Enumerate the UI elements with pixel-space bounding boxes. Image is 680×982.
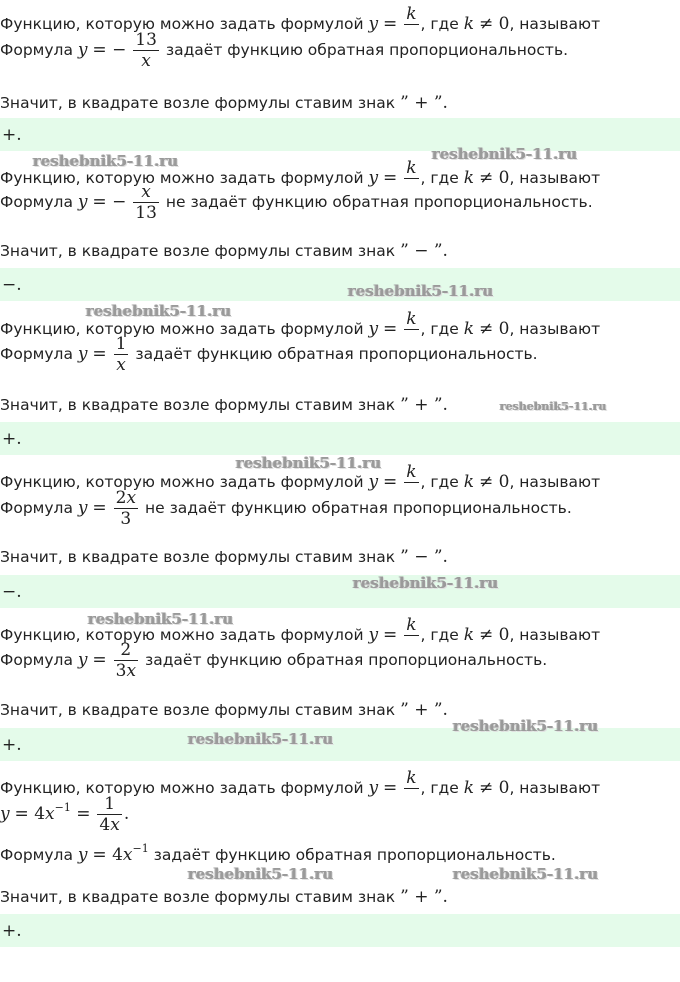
conclusion-line: Значит, в квадрате возле формулы ставим знак ” + ”. bbox=[0, 887, 448, 907]
definition-line: Функцию, которую можно задать формулой y = k , где k ≠ 0, называют bbox=[0, 309, 601, 339]
watermark: reshebnik5-11.ru bbox=[432, 145, 578, 163]
watermark: reshebnik5-11.ru bbox=[86, 302, 232, 320]
watermark: reshebnik5-11.ru bbox=[453, 865, 599, 883]
answer-text: +. bbox=[2, 125, 22, 145]
answer-band: +. bbox=[0, 422, 680, 455]
equation-line: $y = 4x^{-1}$ = $\frac{1}{4x}$ . bbox=[0, 794, 130, 835]
formula-line: Формула y = − $\frac{x}{13}$ не задаёт функцию обратная пропорциональность. bbox=[0, 182, 593, 223]
conclusion-line: Значит, в квадрате возле формулы ставим знак ” + ”. bbox=[0, 700, 448, 720]
definition-line: Функцию, которую можно задать формулой y = k , где k ≠ 0, называют bbox=[0, 4, 601, 34]
answer-band bbox=[0, 118, 680, 151]
watermark: reshebnik5-11.ru bbox=[236, 454, 382, 472]
watermark: reshebnik5-11.ru bbox=[88, 610, 234, 628]
definition-line: Функцию, которую можно задать формулой y = k , где k ≠ 0, называют bbox=[0, 462, 601, 492]
definition-line: Функцию, которую можно задать формулой y = k , где k ≠ 0, называют bbox=[0, 615, 601, 645]
watermark: reshebnik5-11.ru bbox=[188, 730, 334, 748]
conclusion-line: Значит, в квадрате возле формулы ставим знак ” + ”. bbox=[0, 395, 448, 415]
definition-line: Функцию, которую можно задать формулой y = k , где k ≠ 0, называют bbox=[0, 768, 601, 798]
watermark: reshebnik5-11.ru bbox=[348, 282, 494, 300]
answer-band: −. bbox=[0, 268, 680, 301]
formula-line: Формула y = $\frac{1}{x}$ задаёт функцию обратная пропорциональность. bbox=[0, 334, 538, 375]
answer-band: −. bbox=[0, 575, 680, 608]
conclusion-line: Значит, в квадрате возле формулы ставим знак ” + ”. bbox=[0, 93, 448, 113]
formula-line: Формула y = $\frac{2x}{3}$ не задаёт функцию обратная пропорциональность. bbox=[0, 488, 572, 529]
watermark: reshebnik5-11.ru bbox=[33, 152, 179, 170]
formula-line: Формула y = $\frac{2}{3x}$ задаёт функцию обратная пропорциональность. bbox=[0, 640, 548, 681]
watermark: reshebnik5-11.ru bbox=[453, 717, 599, 735]
watermark: reshebnik5-11.ru bbox=[500, 400, 607, 413]
answer-band: +. bbox=[0, 728, 680, 761]
watermark: reshebnik5-11.ru bbox=[188, 865, 334, 883]
definition-line: Функцию, которую можно задать формулой y = k , где k ≠ 0, называют bbox=[0, 158, 601, 188]
formula-line: Формула y = − $\frac{13}{x}$ задаёт функцию обратная пропорциональность. bbox=[0, 30, 569, 71]
conclusion-line: Значит, в квадрате возле формулы ставим знак ” − ”. bbox=[0, 547, 448, 567]
formula-line: Формула $y = 4x^{-1}$ задаёт функцию обратная пропорциональность. bbox=[0, 842, 556, 865]
answer-band: +. bbox=[0, 914, 680, 947]
watermark: reshebnik5-11.ru bbox=[353, 574, 499, 592]
conclusion-line: Значит, в квадрате возле формулы ставим знак ” − ”. bbox=[0, 241, 448, 261]
